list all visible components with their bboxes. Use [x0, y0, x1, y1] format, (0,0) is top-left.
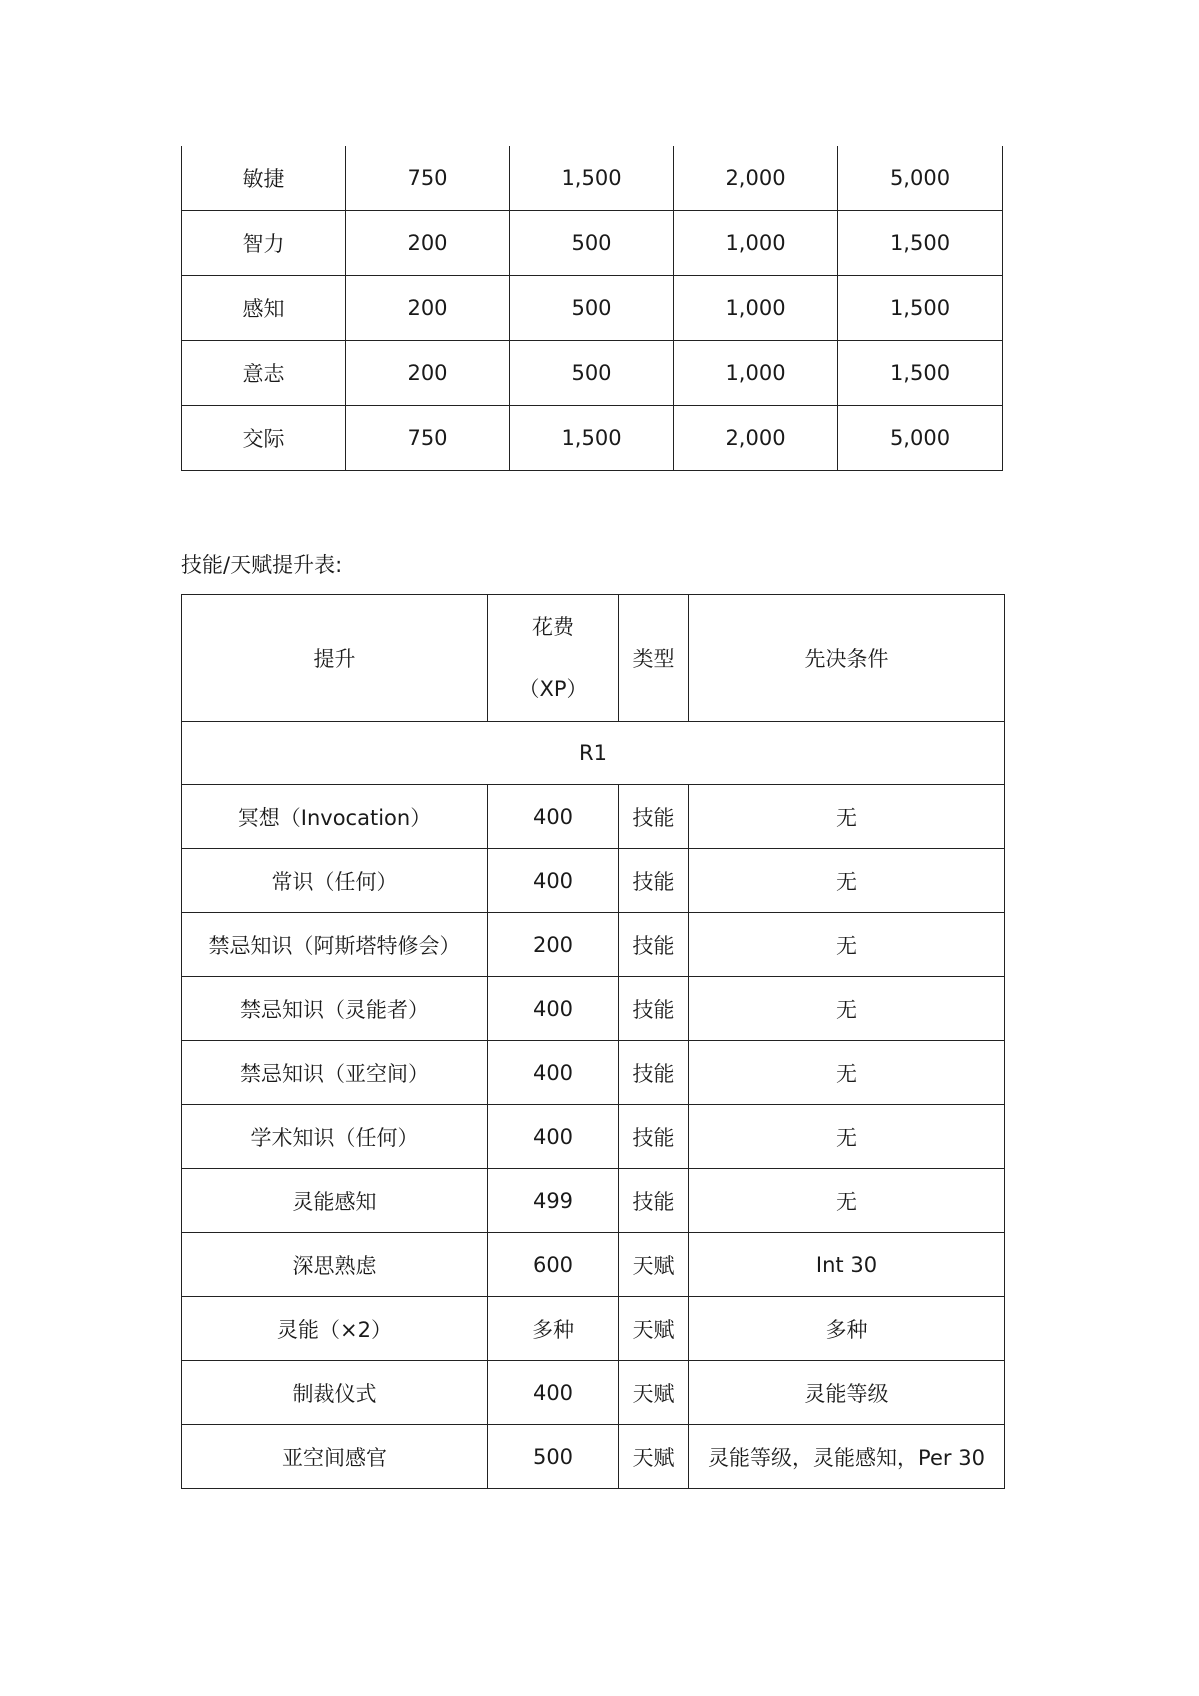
- table-cell: 智力: [182, 211, 346, 276]
- table-cell: 多种: [488, 1297, 619, 1361]
- table-cell: 禁忌知识（灵能者）: [182, 977, 488, 1041]
- table-cell: 交际: [182, 406, 346, 471]
- table-cell: 750: [346, 146, 510, 211]
- table-cell: 禁忌知识（亚空间）: [182, 1041, 488, 1105]
- table-cell: 技能: [619, 785, 689, 849]
- table-cell: 500: [510, 211, 674, 276]
- table-row: [182, 1361, 1005, 1425]
- table-row: [182, 977, 1005, 1041]
- group-label: R1: [182, 722, 1005, 785]
- table-row: [182, 1105, 1005, 1169]
- table-cell: 400: [488, 1041, 619, 1105]
- table-cell: 1,000: [674, 211, 838, 276]
- table-row: [182, 341, 1003, 406]
- table-cell: 400: [488, 977, 619, 1041]
- table-row: [182, 1233, 1005, 1297]
- table-cell: 无: [689, 1041, 1005, 1105]
- table-cell: 5,000: [838, 406, 1003, 471]
- table-row: [182, 1297, 1005, 1361]
- table-cell: 1,500: [838, 341, 1003, 406]
- table-header-row: [182, 595, 1005, 722]
- table-row: [182, 1169, 1005, 1233]
- table-cell: 600: [488, 1233, 619, 1297]
- table-cell: 1,500: [838, 211, 1003, 276]
- table-cell: 多种: [689, 1297, 1005, 1361]
- table-cell: 亚空间感官: [182, 1425, 488, 1489]
- table-cell: 感知: [182, 276, 346, 341]
- table-row: [182, 211, 1003, 276]
- table-cell: 天赋: [619, 1233, 689, 1297]
- skill-talent-table: [181, 594, 1005, 1489]
- table-cell: 制裁仪式: [182, 1361, 488, 1425]
- attribute-table-body: [182, 146, 1003, 471]
- table-cell: 750: [346, 406, 510, 471]
- table-cell: Int 30: [689, 1233, 1005, 1297]
- table-cell: 冥想（Invocation）: [182, 785, 488, 849]
- table-cell: 400: [488, 1361, 619, 1425]
- table-cell: 灵能等级: [689, 1361, 1005, 1425]
- table-row: [182, 913, 1005, 977]
- table-cell: 5,000: [838, 146, 1003, 211]
- table-cell: 技能: [619, 977, 689, 1041]
- skill-table-body: [182, 595, 1005, 1489]
- table-cell: 200: [346, 211, 510, 276]
- table-cell: 天赋: [619, 1425, 689, 1489]
- table-cell: 技能: [619, 913, 689, 977]
- table-row: [182, 1425, 1005, 1489]
- table-cell: 200: [346, 276, 510, 341]
- table-cell: 无: [689, 785, 1005, 849]
- table-cell: 1,500: [510, 146, 674, 211]
- table-row: [182, 276, 1003, 341]
- table-row: [182, 1041, 1005, 1105]
- section-heading: 技能/天赋提升表:: [181, 553, 343, 577]
- table-cell: 技能: [619, 1169, 689, 1233]
- table-cell: 400: [488, 785, 619, 849]
- table-cell: 技能: [619, 1041, 689, 1105]
- header-type: 类型: [619, 595, 689, 722]
- header-advance: 提升: [182, 595, 488, 722]
- table-cell: 500: [510, 276, 674, 341]
- table-cell: 灵能等级，灵能感知，Per 30: [689, 1425, 1005, 1489]
- header-cost-line1: 花费: [532, 615, 574, 639]
- table-cell: 无: [689, 1105, 1005, 1169]
- table-cell: 1,500: [838, 276, 1003, 341]
- table-cell: 无: [689, 1169, 1005, 1233]
- table-row: [182, 785, 1005, 849]
- header-prereq: 先决条件: [689, 595, 1005, 722]
- table-cell: 499: [488, 1169, 619, 1233]
- attribute-cost-table: [181, 146, 1003, 471]
- table-cell: 学术知识（任何）: [182, 1105, 488, 1169]
- table-cell: 1,500: [510, 406, 674, 471]
- table-cell: 400: [488, 1105, 619, 1169]
- table-cell: 深思熟虑: [182, 1233, 488, 1297]
- table-cell: 200: [488, 913, 619, 977]
- table-cell: 无: [689, 977, 1005, 1041]
- table-cell: 400: [488, 849, 619, 913]
- header-cost: [488, 595, 619, 722]
- table-cell: 2,000: [674, 146, 838, 211]
- table-cell: 常识（任何）: [182, 849, 488, 913]
- group-row: [182, 722, 1005, 785]
- table-row: [182, 146, 1003, 211]
- table-cell: 1,000: [674, 341, 838, 406]
- table-cell: 无: [689, 913, 1005, 977]
- table-cell: 天赋: [619, 1297, 689, 1361]
- table-cell: 1,000: [674, 276, 838, 341]
- table-cell: 500: [488, 1425, 619, 1489]
- table-cell: 敏捷: [182, 146, 346, 211]
- table-cell: 意志: [182, 341, 346, 406]
- table-cell: 500: [510, 341, 674, 406]
- table-cell: 技能: [619, 1105, 689, 1169]
- header-cost-line2: （XP）: [518, 677, 588, 701]
- table-cell: 灵能感知: [182, 1169, 488, 1233]
- table-cell: 灵能（×2）: [182, 1297, 488, 1361]
- table-cell: 技能: [619, 849, 689, 913]
- table-cell: 无: [689, 849, 1005, 913]
- table-row: [182, 406, 1003, 471]
- table-row: [182, 849, 1005, 913]
- table-cell: 200: [346, 341, 510, 406]
- table-cell: 天赋: [619, 1361, 689, 1425]
- table-cell: 2,000: [674, 406, 838, 471]
- table-cell: 禁忌知识（阿斯塔特修会）: [182, 913, 488, 977]
